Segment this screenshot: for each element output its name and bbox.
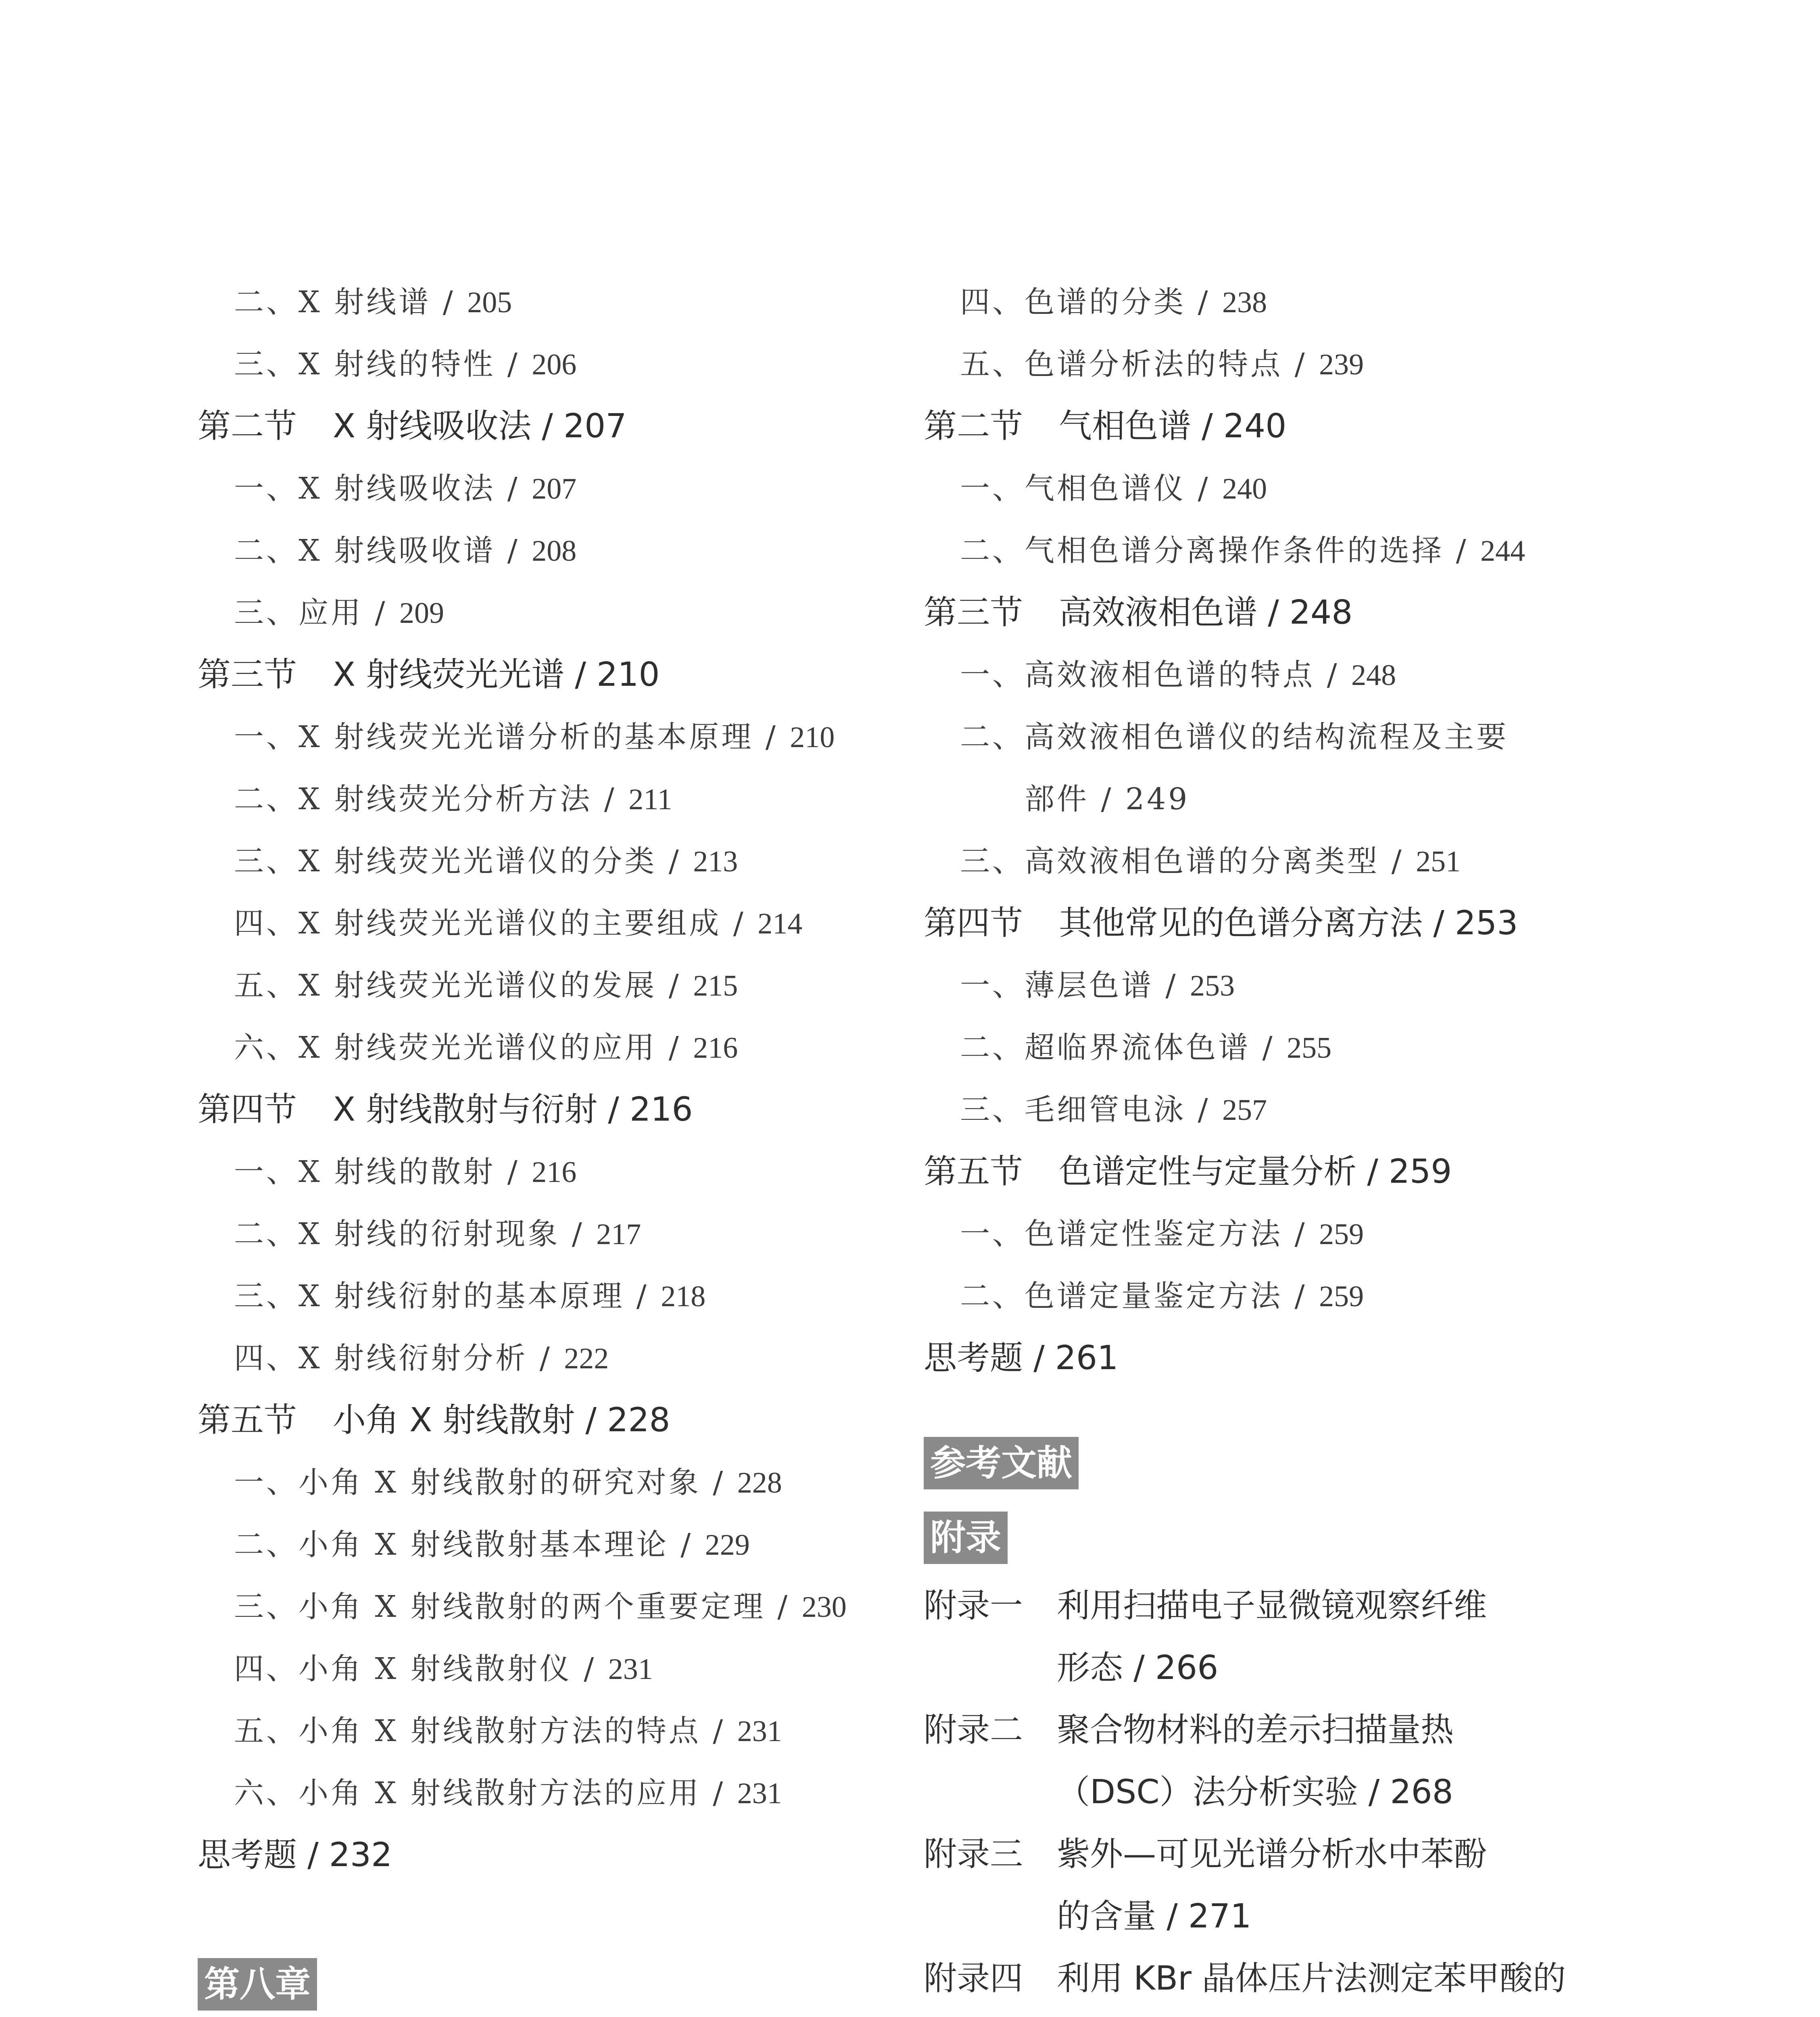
chapter-label-row (198, 1947, 924, 2017)
toc-item[interactable]: 六、小角 X 射线散射方法的应用 / 231 (234, 1776, 782, 1810)
toc-section[interactable] (198, 395, 924, 457)
page-number: 218 (661, 1280, 706, 1313)
page-number: 210 (790, 721, 835, 754)
appendix-title-continuation: （DSC）法分析实验 / 268 (1057, 1773, 1453, 1811)
toc-section[interactable] (198, 1079, 924, 1141)
page-number: 231 (608, 1653, 653, 1686)
page-number: 253 (1190, 969, 1235, 1002)
toc-item[interactable]: 五、小角 X 射线散射方法的特点 / 231 (234, 1714, 782, 1748)
appendix-title-continuation (924, 2010, 1690, 2017)
appendix-list (924, 1575, 1690, 2017)
appendix-number: 附录一 (924, 1587, 1023, 1625)
section-number: 第二节 (924, 407, 1023, 445)
toc-left-column (198, 271, 924, 2017)
toc-section[interactable] (924, 892, 1690, 954)
section-number: 第三节 (924, 593, 1023, 632)
page-number: 229 (705, 1528, 750, 1562)
toc-section[interactable] (924, 395, 1690, 457)
toc-item[interactable]: 二、高效液相色谱仪的结构流程及主要 (960, 720, 1509, 754)
toc-item[interactable]: 三、应用 / 209 (234, 595, 444, 630)
page-number: 259 (1319, 1280, 1364, 1313)
toc-item[interactable]: 一、高效液相色谱的特点 / 248 (960, 658, 1396, 692)
page-number: 209 (399, 597, 444, 630)
toc-item[interactable]: 二、色谱定量鉴定方法 / 259 (960, 1279, 1364, 1313)
page-number: 216 (693, 1031, 738, 1065)
page-number: 249 (1125, 782, 1190, 816)
toc-item[interactable]: 二、小角 X 射线散射基本理论 / 229 (234, 1527, 750, 1562)
page-number: 206 (532, 348, 577, 381)
toc-item[interactable]: 四、X 射线荧光光谱仪的主要组成 / 214 (234, 906, 803, 941)
appendix-number: 附录二 (924, 1711, 1023, 1749)
page-number: 216 (532, 1156, 577, 1189)
section-title: X 射线散射与衍射 / 216 (333, 1090, 693, 1129)
page-number: 217 (596, 1218, 641, 1251)
toc-questions[interactable]: 思考题 / 261 (924, 1339, 1119, 1377)
page-number: 251 (1415, 845, 1461, 878)
page-number: 231 (737, 1777, 782, 1810)
appendix-title: 紫外—可见光谱分析水中苯酚 (1057, 1835, 1487, 1873)
toc-item[interactable]: 一、小角 X 射线散射的研究对象 / 228 (234, 1465, 782, 1500)
page-number: 230 (801, 1591, 847, 1624)
appendix-number: 附录四 (924, 1959, 1023, 1998)
toc-section[interactable] (924, 1141, 1690, 1203)
page-number: 213 (693, 845, 738, 878)
section-title: 色谱定性与定量分析 / 259 (1059, 1153, 1452, 1191)
toc-item[interactable]: 二、气相色谱分离操作条件的选择 / 244 (960, 533, 1525, 568)
page-number: 255 (1286, 1031, 1332, 1065)
page-number: 222 (564, 1342, 609, 1375)
appendix-label: 附录 (924, 1512, 1008, 1564)
appendix-title: 利用 KBr 晶体压片法测定苯甲酸的 (1057, 1959, 1566, 1998)
section-number: 第四节 (198, 1090, 297, 1129)
page-number: 208 (532, 535, 577, 568)
page-number: 214 (758, 907, 803, 940)
toc-item[interactable]: 二、超临界流体色谱 / 255 (960, 1030, 1332, 1065)
toc-section[interactable] (198, 644, 924, 706)
appendix-item[interactable] (924, 1575, 1690, 1637)
appendix-item[interactable] (924, 1699, 1690, 1761)
appendix-title-continuation: 形态 / 266 (1057, 1649, 1219, 1687)
toc-item[interactable]: 三、高效液相色谱的分离类型 / 251 (960, 844, 1461, 879)
toc-item[interactable]: 一、薄层色谱 / 253 (960, 968, 1235, 1003)
toc-section[interactable] (924, 582, 1690, 644)
toc-item[interactable]: 三、毛细管电泳 / 257 (960, 1092, 1267, 1127)
section-title: 小角 X 射线散射 / 228 (333, 1401, 670, 1439)
appendix-title-continuation: 的含量 / 271 (1057, 1897, 1252, 1936)
toc-item[interactable]: 六、X 射线荧光光谱仪的应用 / 216 (234, 1030, 738, 1065)
page-number: 207 (532, 472, 577, 505)
toc-item[interactable]: 三、小角 X 射线散射的两个重要定理 / 230 (234, 1589, 847, 1624)
toc-questions[interactable]: 思考题 / 232 (198, 1836, 392, 1874)
toc-item[interactable]: 一、色谱定性鉴定方法 / 259 (960, 1217, 1364, 1251)
page-number: 239 (1319, 348, 1364, 381)
toc-item[interactable]: 二、X 射线的衍射现象 / 217 (234, 1217, 641, 1251)
page-number: 244 (1480, 535, 1525, 568)
page-number: 211 (628, 783, 672, 816)
references-label: 参考文献 (924, 1437, 1079, 1489)
appendix-item[interactable] (924, 1823, 1690, 1885)
section-title: 其他常见的色谱分离方法 / 253 (1059, 904, 1518, 942)
toc-item[interactable]: 三、X 射线衍射的基本原理 / 218 (234, 1279, 706, 1313)
page-number: 238 (1222, 286, 1267, 319)
page-number: 257 (1222, 1094, 1267, 1127)
appendix-title: 利用扫描电子显微镜观察纤维 (1057, 1587, 1487, 1625)
section-title: X 射线荧光光谱 / 210 (333, 656, 660, 694)
toc-item[interactable]: 一、气相色谱仪 / 240 (960, 471, 1267, 506)
chapter-label: 第八章 (198, 1958, 317, 2011)
toc-item[interactable]: 四、小角 X 射线散射仪 / 231 (234, 1652, 653, 1686)
page-number: 248 (1351, 659, 1396, 692)
section-number: 第五节 (924, 1153, 1023, 1191)
toc-item[interactable]: 五、X 射线荧光光谱仪的发展 / 215 (234, 968, 738, 1003)
appendix-number: 附录三 (924, 1835, 1023, 1873)
section-number: 第四节 (924, 904, 1023, 942)
toc-item[interactable]: 四、色谱的分类 / 238 (960, 285, 1267, 319)
toc-item-continuation[interactable]: 部件 / 249 (1025, 782, 1190, 816)
toc-item[interactable]: 一、X 射线荧光光谱分析的基本原理 / 210 (234, 720, 835, 754)
toc-item[interactable]: 一、X 射线吸收法 / 207 (234, 471, 577, 506)
section-number: 第三节 (198, 656, 297, 694)
section-number: 第二节 (198, 407, 297, 445)
page-number: 228 (737, 1466, 782, 1499)
toc-item[interactable]: 二、X 射线吸收谱 / 208 (234, 533, 577, 568)
toc-item[interactable]: 二、X 射线谱 / 205 (234, 285, 512, 319)
toc-right-column (924, 271, 1690, 2017)
appendix-title: 聚合物材料的差示扫描量热 (1057, 1711, 1454, 1749)
references-label-row[interactable] (924, 1426, 1690, 1500)
appendix-label-row (924, 1500, 1690, 1575)
page-number: 259 (1319, 1218, 1364, 1251)
toc-section[interactable] (198, 1389, 924, 1451)
appendix-item[interactable] (924, 1948, 1690, 2010)
page-number: 240 (1222, 472, 1267, 505)
toc-item[interactable]: 五、色谱分析法的特点 / 239 (960, 347, 1364, 382)
section-title: X 射线吸收法 / 207 (333, 407, 627, 445)
toc-item[interactable]: 二、X 射线荧光分析方法 / 211 (234, 782, 672, 816)
page-number: 205 (467, 286, 512, 319)
page-number: 231 (737, 1715, 782, 1748)
section-title: 高效液相色谱 / 248 (1059, 593, 1353, 632)
toc-item[interactable]: 一、X 射线的散射 / 216 (234, 1155, 577, 1189)
toc-item[interactable]: 三、X 射线的特性 / 206 (234, 347, 577, 382)
section-number: 第五节 (198, 1401, 297, 1439)
toc-item[interactable]: 三、X 射线荧光光谱仪的分类 / 213 (234, 844, 738, 879)
toc-item[interactable]: 四、X 射线衍射分析 / 222 (234, 1341, 609, 1376)
page-number: 215 (693, 969, 738, 1002)
section-title: 气相色谱 / 240 (1059, 407, 1287, 445)
